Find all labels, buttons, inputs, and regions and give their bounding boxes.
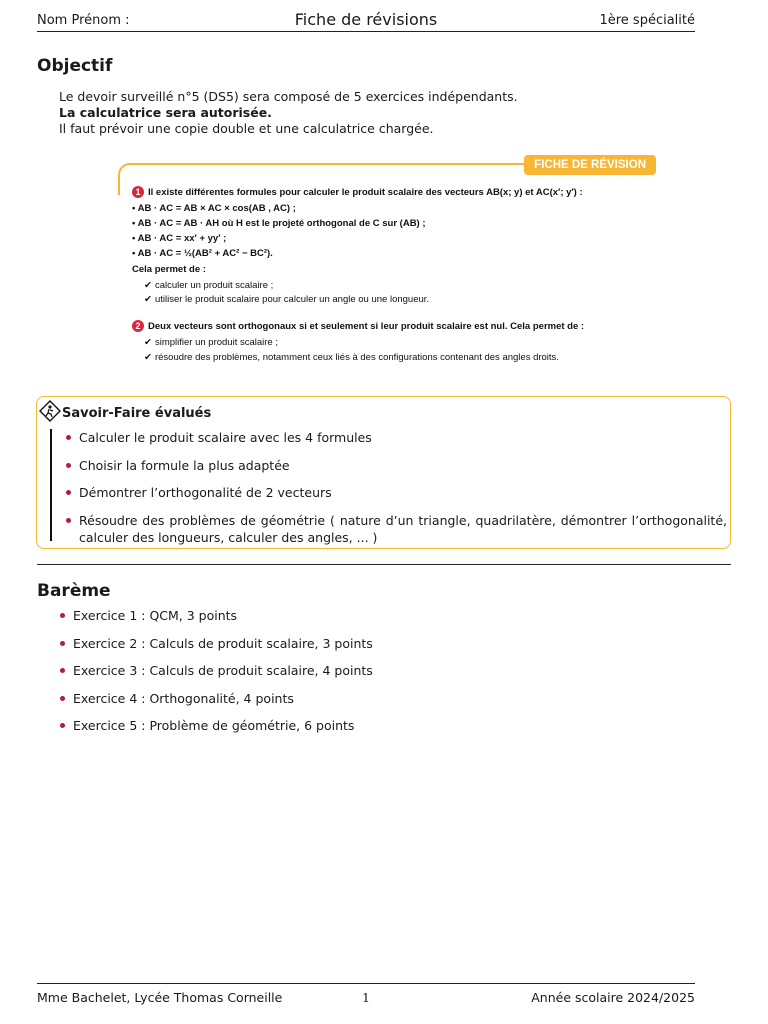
savoir-faire-list [64, 429, 727, 556]
footer-author: Mme Bachelet, Lycée Thomas Corneille [37, 990, 283, 1005]
fiche-revision-image [118, 159, 658, 373]
savoir-faire-title: Savoir-Faire évalués [62, 406, 212, 421]
list-item: Exercice 4 : Orthogonalité, 4 points [58, 690, 373, 707]
checkmark-icon: ✔ [144, 352, 152, 363]
checkmark-icon: ✔ [144, 294, 152, 305]
list-item: Résoudre des problèmes de géométrie ( nature d’un triangle, quadrilatère, démontrer l’orthogonalité, calculer des longueurs, calculer des angles, ... ) [64, 512, 727, 546]
objectif-line-1: Le devoir surveillé n°5 (DS5) sera composé de 5 exercices indépendants. [59, 89, 518, 104]
page-header [37, 9, 695, 32]
objectif-line-3: Il faut prévoir une copie double et une calculatrice chargée. [59, 121, 434, 136]
fiche-use-3 [144, 337, 278, 348]
number-2-icon: 2 [132, 320, 144, 332]
fiche-use-2 [144, 294, 429, 305]
fiche-tag: FICHE DE RÉVISION [524, 155, 656, 175]
page-footer [37, 983, 695, 1008]
footer-school-year: Année scolaire 2024/2025 [531, 990, 695, 1005]
section-title-bareme: Barème [37, 581, 111, 601]
page-number: 1 [362, 990, 370, 1005]
list-item: Exercice 1 : QCM, 3 points [58, 607, 373, 624]
checkmark-icon: ✔ [144, 280, 152, 291]
list-item: Exercice 2 : Calculs de produit scalaire, 3 points [58, 635, 373, 652]
fiche-formula-1: • AB · AC = AB × AC × cos(AB , AC) ; [132, 203, 296, 214]
fiche-use-1 [144, 280, 273, 291]
warning-sign-icon [39, 400, 61, 422]
savoir-faire-bar [50, 429, 52, 541]
fiche-use-4-text: résoudre des problèmes, notamment ceux liés à des configurations contenant des angles droits. [154, 352, 559, 363]
objectif-line-2: La calculatrice sera autorisée. [59, 105, 272, 120]
section-title-objectif: Objectif [37, 56, 113, 76]
fiche-point-1-text: Il existe différentes formules pour calculer le produit scalaire des vecteurs AB(x; y) et AC(x′; y′) : [148, 187, 583, 198]
header-title: Fiche de révisions [294, 10, 438, 29]
fiche-use-4 [144, 352, 559, 363]
fiche-use-1-text: calculer un produit scalaire ; [154, 280, 274, 291]
bareme-list [58, 607, 373, 745]
savoir-faire-box [36, 396, 731, 549]
number-1-icon: 1 [132, 186, 144, 198]
header-level: 1ère spécialité [599, 13, 695, 28]
header-name-field: Nom Prénom : [37, 13, 130, 28]
fiche-point-1 [132, 186, 583, 198]
fiche-use-3-text: simplifier un produit scalaire ; [154, 337, 278, 348]
list-item: Calculer le produit scalaire avec les 4 formules [64, 429, 727, 446]
fiche-use-2-text: utiliser le produit scalaire pour calculer un angle ou une longueur. [154, 294, 430, 305]
fiche-formula-3: • AB · AC = xx′ + yy′ ; [132, 233, 227, 244]
list-item: Exercice 3 : Calculs de produit scalaire, 4 points [58, 662, 373, 679]
fiche-formula-2: • AB · AC = AB · AH où H est le projeté orthogonal de C sur (AB) ; [132, 218, 426, 229]
list-item: Exercice 5 : Problème de géométrie, 6 points [58, 717, 373, 734]
fiche-formula-4: • AB · AC = ½(AB² + AC² − BC²). [132, 248, 273, 259]
list-item: Démontrer l’orthogonalité de 2 vecteurs [64, 484, 727, 501]
fiche-point-2 [132, 320, 584, 332]
fiche-permet-1: Cela permet de : [132, 264, 206, 275]
section-divider [37, 564, 731, 565]
checkmark-icon: ✔ [144, 337, 152, 348]
fiche-point-2-text: Deux vecteurs sont orthogonaux si et seulement si leur produit scalaire est nul. Cela permet de : [148, 321, 585, 332]
objectif-text [59, 89, 518, 137]
list-item: Choisir la formule la plus adaptée [64, 457, 727, 474]
